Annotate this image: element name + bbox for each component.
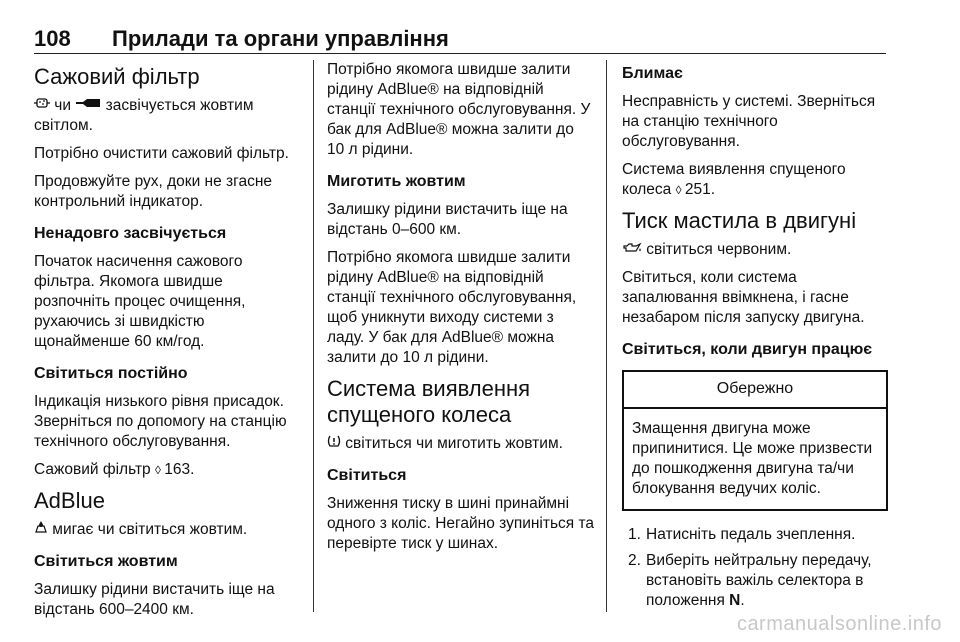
yellow-text: Залишку рідини вистачить іще на відстань 600–2400 км. xyxy=(34,581,275,618)
warning-body: Змащення двигуна може припинитися. Це може призвести до пошкодження двигуна та/чи блокування ведучих коліс. xyxy=(632,420,873,497)
lit-text: Зниження тиску в шині принаймні одного з коліс. Негайно зупиніться та перевірте тиск у шинах. xyxy=(327,495,595,552)
page-title: Прилади та органи управління xyxy=(112,26,449,51)
ref-page-link[interactable]: 163 xyxy=(164,461,191,478)
ref-page-link[interactable]: 251 xyxy=(684,181,711,198)
adblue-icon xyxy=(34,520,48,536)
list-item: 1. Натисніть педаль зчеплення. xyxy=(628,526,856,543)
page-header xyxy=(34,24,886,54)
column-2 xyxy=(327,60,595,562)
flash-heading: Блимає xyxy=(622,65,683,82)
blink-text-2: Потрібно якомога швидше залити рідину AdBlue® на відповідній станції технічного обслуговування, щоб уникнути виходу системи з ладу. У бак для AdBlue® можна залити до 10 л рідини. xyxy=(327,249,577,366)
list-item: 2. Виберіть нейтральну передачу, встановіть важіль селектора в положення N. xyxy=(628,552,872,609)
warning-title: Обережно xyxy=(624,372,886,409)
briefly-heading: Ненадовго засвічується xyxy=(34,225,227,242)
warning-box xyxy=(622,370,888,511)
dpf-heading: Сажовий фільтр xyxy=(34,64,200,89)
adblue-heading: AdBlue xyxy=(34,488,105,513)
dpf-warning-icon xyxy=(75,96,101,112)
column-divider-1 xyxy=(313,60,314,612)
dpf-reference: Сажовий фільтр ◊ 163. xyxy=(34,461,195,478)
oil-heading: Тиск мастила в двигуні xyxy=(622,208,857,233)
constant-heading: Світиться постійно xyxy=(34,365,188,382)
dpf-intro: чи засвічується жовтим світлом. xyxy=(34,97,254,134)
flash-text-1: Несправність у системі. Зверніться на станцію технічного обслуговування. xyxy=(622,93,876,150)
adblue-refill-text: Потрібно якомога швидше залити рідину AdBlue® на відповідній станції технічного обслуговування. У бак для AdBlue® можна залити до 10 л рідини. xyxy=(327,61,591,158)
blink-text-1: Залишку рідини вистачить іще на відстань 0–600 км. xyxy=(327,201,568,238)
constant-text: Індикація низького рівня присадок. Зверніться по допомогу на станцію технічного обслуговування. xyxy=(34,393,287,450)
column-divider-2 xyxy=(606,60,607,612)
tire-pressure-icon xyxy=(327,434,341,450)
running-heading: Світиться, коли двигун працює xyxy=(622,341,873,358)
page-number: 108 xyxy=(34,26,71,51)
oil-text: Світиться, коли система запалювання ввімкнена, і гасне незабаром після запуску двигуна. xyxy=(622,269,865,326)
blink-heading: Миготить жовтим xyxy=(327,173,466,190)
tpms-heading: Система виявлення спущеного колеса xyxy=(327,376,531,427)
adblue-intro: мигає чи світиться жовтим. xyxy=(34,520,302,540)
page-ref-icon: ◊ xyxy=(154,463,165,477)
header-rule xyxy=(34,53,886,54)
steps-list xyxy=(622,525,888,611)
dpf-p2: Потрібно очистити сажовий фільтр. xyxy=(34,145,289,162)
dpf-icon xyxy=(34,96,50,112)
column-3 xyxy=(622,60,888,617)
lit-heading: Світиться xyxy=(327,467,407,484)
oil-intro: світиться червоним. xyxy=(622,240,888,260)
oil-pressure-icon xyxy=(622,242,642,256)
page-ref-icon: ◊ xyxy=(675,183,685,197)
watermark: carmanualsonline.info xyxy=(736,613,942,635)
briefly-text: Початок насичення сажового фільтра. Якомога швидше розпочніть процес очищення, рухаючись зі швидкістю щонайменше 60 км/год. xyxy=(34,253,246,350)
column-1 xyxy=(34,60,302,628)
yellow-heading: Світиться жовтим xyxy=(34,553,178,570)
tpms-intro: світиться чи миготить жовтим. xyxy=(327,434,595,454)
dpf-p3: Продовжуйте рух, доки не згасне контрольний індикатор. xyxy=(34,173,272,210)
flash-text-2: Система виявлення спущеного колеса ◊ 251. xyxy=(622,161,846,198)
